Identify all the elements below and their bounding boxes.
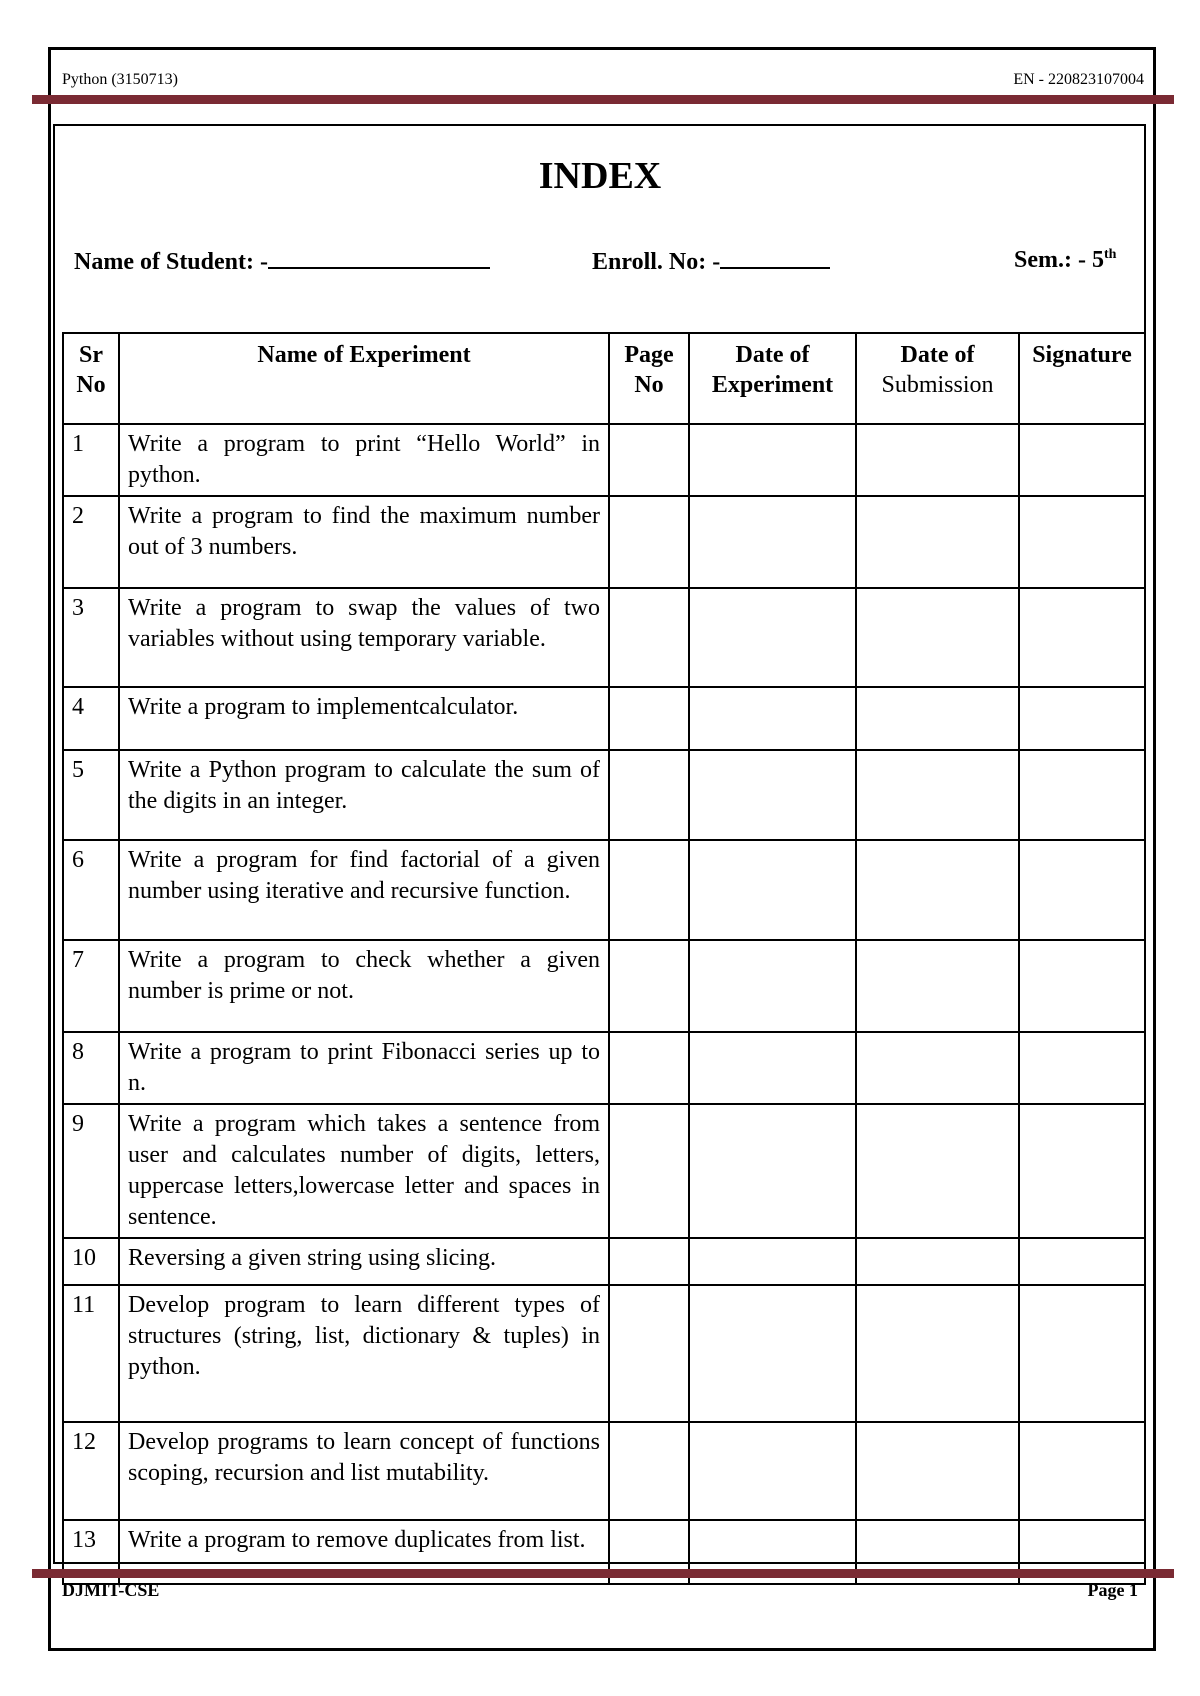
- enroll-blank: [720, 247, 830, 269]
- date-of-experiment-cell: [689, 1422, 856, 1520]
- header-experiment-name: Name of Experiment: [119, 333, 609, 424]
- header-page-no: Page No: [609, 333, 689, 424]
- signature-cell: [1019, 588, 1145, 687]
- page-no-cell: [609, 496, 689, 588]
- experiment-name-cell: Write a program to print “Hello World” in python.: [119, 424, 609, 496]
- page-no-cell: [609, 1285, 689, 1422]
- table-row: [63, 750, 1145, 840]
- page-no-cell: [609, 687, 689, 750]
- table-row: [63, 588, 1145, 687]
- experiment-name-cell: Write a program which takes a sentence from user and calculates number of digits, letters, uppercase letters,lowercase letter and spaces in sentence.: [119, 1104, 609, 1238]
- header-date-of-experiment: Date of Experiment: [689, 333, 856, 424]
- experiment-name-cell: Develop programs to learn concept of functions scoping, recursion and list mutability.: [119, 1422, 609, 1520]
- table-row: [63, 687, 1145, 750]
- table-row: [63, 1285, 1145, 1422]
- date-of-submission-cell: [856, 1238, 1019, 1285]
- table-row: [63, 840, 1145, 940]
- table-header-row: [63, 333, 1145, 424]
- date-of-submission-cell: [856, 1285, 1019, 1422]
- signature-cell: [1019, 750, 1145, 840]
- header-sr-no: Sr No: [63, 333, 119, 424]
- enroll-label: Enroll. No: -: [592, 249, 721, 275]
- footer-institute: DJMIT-CSE: [62, 1580, 160, 1600]
- date-of-experiment-cell: [689, 1285, 856, 1422]
- date-of-experiment-cell: [689, 1104, 856, 1238]
- student-name-blank: [268, 247, 490, 269]
- signature-cell: [1019, 940, 1145, 1032]
- date-of-submission-cell: [856, 840, 1019, 940]
- signature-cell: [1019, 496, 1145, 588]
- page-no-cell: [609, 940, 689, 1032]
- experiment-name-cell: Develop program to learn different types of structures (string, list, dictionary & tuples) in python.: [119, 1285, 609, 1422]
- date-of-experiment-cell: [689, 750, 856, 840]
- table-row: [63, 1032, 1145, 1104]
- date-of-submission-cell: [856, 750, 1019, 840]
- sr-cell: 1: [63, 424, 119, 496]
- semester-label: Sem.: - 5: [1014, 247, 1104, 273]
- semester-suffix: th: [1103, 247, 1117, 262]
- signature-cell: [1019, 687, 1145, 750]
- date-of-experiment-cell: [689, 1032, 856, 1104]
- page-no-cell: [609, 750, 689, 840]
- student-name-field: [74, 247, 490, 276]
- footer-page-number: Page 1: [1087, 1580, 1138, 1600]
- signature-cell: [1019, 1238, 1145, 1285]
- signature-cell: [1019, 1422, 1145, 1520]
- sr-cell: 13: [63, 1520, 119, 1584]
- page-title: INDEX: [538, 155, 662, 197]
- table-row: [63, 496, 1145, 588]
- signature-cell: [1019, 1032, 1145, 1104]
- page-no-cell: [609, 424, 689, 496]
- table-row: [63, 424, 1145, 496]
- date-of-experiment-cell: [689, 496, 856, 588]
- enroll-field: [592, 247, 830, 276]
- page-no-cell: [609, 1422, 689, 1520]
- sr-cell: 6: [63, 840, 119, 940]
- sr-cell: 9: [63, 1104, 119, 1238]
- sr-cell: 12: [63, 1422, 119, 1520]
- header-date-of-submission: Date of Submission: [856, 333, 1019, 424]
- experiment-name-cell: Reversing a given string using slicing.: [119, 1238, 609, 1285]
- experiment-name-cell: Write a program to check whether a given number is prime or not.: [119, 940, 609, 1032]
- date-of-submission-cell: [856, 1104, 1019, 1238]
- page-no-cell: [609, 588, 689, 687]
- sr-cell: 2: [63, 496, 119, 588]
- date-of-submission-cell: [856, 424, 1019, 496]
- page-no-cell: [609, 1238, 689, 1285]
- table-row: [63, 1104, 1145, 1238]
- date-of-submission-cell: [856, 1032, 1019, 1104]
- sr-cell: 7: [63, 940, 119, 1032]
- signature-cell: [1019, 424, 1145, 496]
- date-of-submission-cell: [856, 1422, 1019, 1520]
- date-of-submission-cell: [856, 496, 1019, 588]
- page-no-cell: [609, 840, 689, 940]
- signature-cell: [1019, 840, 1145, 940]
- sr-cell: 3: [63, 588, 119, 687]
- sr-cell: 10: [63, 1238, 119, 1285]
- sr-cell: 11: [63, 1285, 119, 1422]
- experiment-name-cell: Write a program to remove duplicates from list.: [119, 1520, 609, 1584]
- signature-cell: [1019, 1285, 1145, 1422]
- date-of-experiment-cell: [689, 1238, 856, 1285]
- experiment-name-cell: Write a program to find the maximum number out of 3 numbers.: [119, 496, 609, 588]
- experiment-name-cell: Write a program for find factorial of a given number using iterative and recursive function.: [119, 840, 609, 940]
- signature-cell: [1019, 1104, 1145, 1238]
- date-of-experiment-cell: [689, 687, 856, 750]
- date-of-experiment-cell: [689, 424, 856, 496]
- experiment-name-cell: Write a program to implementcalculator.: [119, 687, 609, 750]
- footer-divider-bar: [32, 1569, 1174, 1578]
- sr-cell: 8: [63, 1032, 119, 1104]
- header-enrollment: EN - 220823107004: [1013, 71, 1144, 88]
- date-of-experiment-cell: [689, 940, 856, 1032]
- date-of-submission-cell: [856, 588, 1019, 687]
- sr-cell: 4: [63, 687, 119, 750]
- table-row: [63, 1422, 1145, 1520]
- index-table: [62, 332, 1146, 1585]
- date-of-submission-cell: [856, 687, 1019, 750]
- student-name-label: Name of Student: -: [74, 249, 268, 275]
- page-no-cell: [609, 1032, 689, 1104]
- header-course: Python (3150713): [62, 71, 178, 88]
- experiment-name-cell: Write a Python program to calculate the sum of the digits in an integer.: [119, 750, 609, 840]
- semester-field: [1014, 247, 1116, 274]
- header-signature: Signature: [1019, 333, 1145, 424]
- sr-cell: 5: [63, 750, 119, 840]
- table-row: [63, 1238, 1145, 1285]
- date-of-experiment-cell: [689, 588, 856, 687]
- page-no-cell: [609, 1104, 689, 1238]
- date-of-submission-cell: [856, 940, 1019, 1032]
- header-divider-bar: [32, 95, 1174, 104]
- table-row: [63, 940, 1145, 1032]
- date-of-experiment-cell: [689, 840, 856, 940]
- experiment-name-cell: Write a program to swap the values of two variables without using temporary variable.: [119, 588, 609, 687]
- experiment-name-cell: Write a program to print Fibonacci series up to n.: [119, 1032, 609, 1104]
